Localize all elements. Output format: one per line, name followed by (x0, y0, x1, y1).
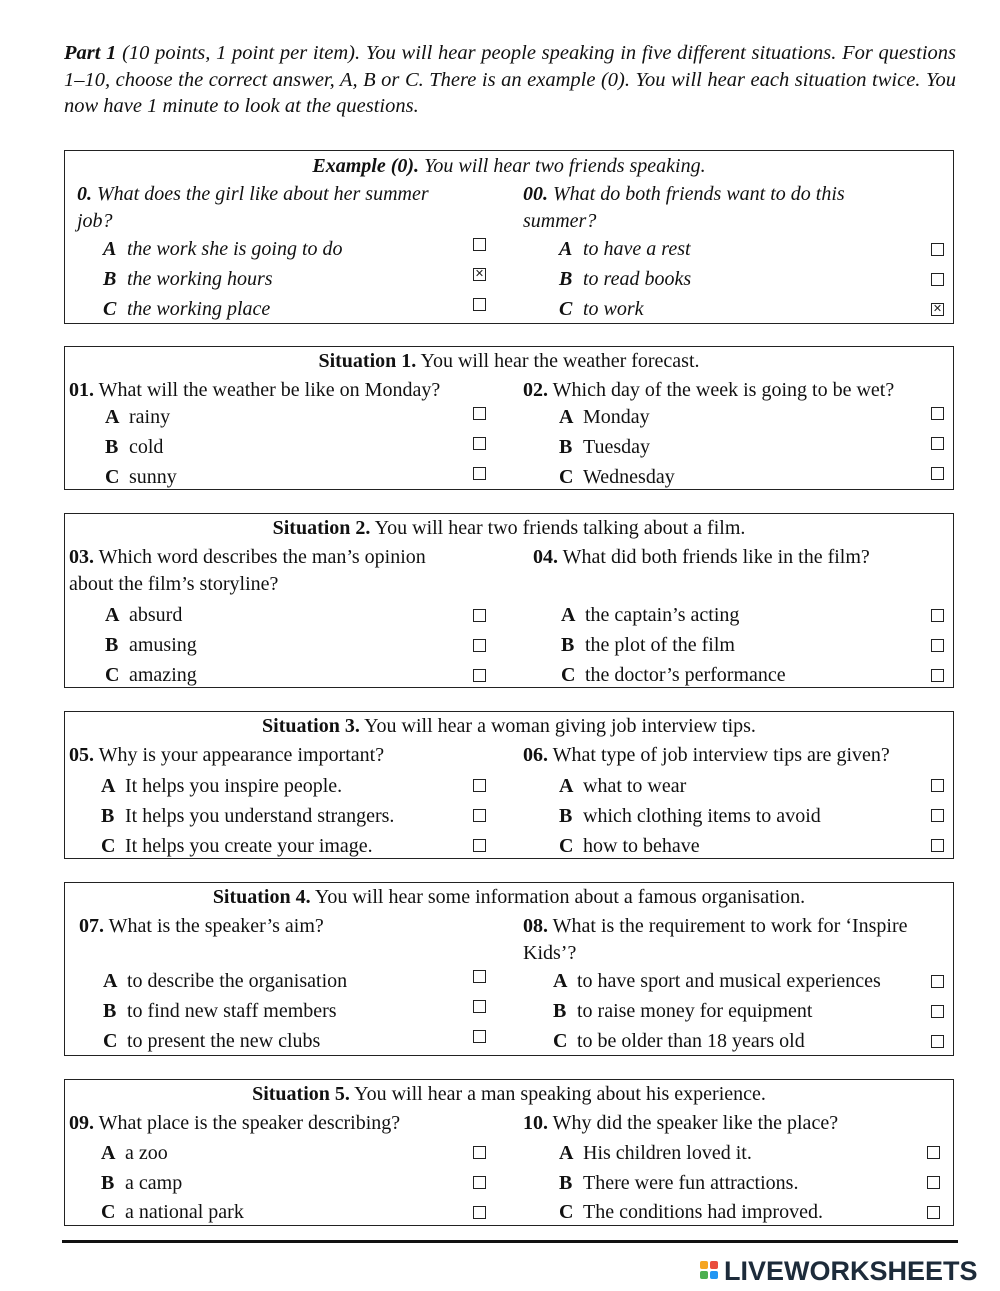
option-04-a: A the captain’s acting (561, 604, 740, 626)
option-03-a: A absurd (105, 604, 183, 626)
checkbox-07-c[interactable] (473, 1030, 486, 1043)
liveworksheets-logo-icon (700, 1259, 720, 1283)
checkbox-0-a[interactable] (473, 238, 486, 251)
option-01-b: B cold (105, 436, 164, 458)
option-05-c: C It helps you create your image. (101, 835, 373, 857)
question-03: 03. Which word describes the man’s opinion about the film’s storyline? (69, 546, 426, 595)
checkbox-08-a[interactable] (931, 975, 944, 988)
liveworksheets-brand[interactable] (700, 1256, 978, 1286)
option-05-a: A It helps you inspire people. (101, 775, 343, 797)
checkbox-03-c[interactable] (473, 669, 486, 682)
checkbox-04-b[interactable] (931, 639, 944, 652)
example-box (64, 150, 954, 324)
question-09: 09. What place is the speaker describing? (69, 1112, 401, 1134)
question-04: 04. What did both friends like in the film? (533, 546, 870, 568)
instructions (64, 40, 956, 120)
option-04-c: C the doctor’s performance (561, 664, 786, 686)
option-04-b: B the plot of the film (561, 634, 735, 656)
question-08: 08. What is the requirement to work for ‘Inspire Kids’? (523, 915, 908, 964)
option-00-a: A to have a rest (559, 238, 691, 260)
checkbox-08-c[interactable] (931, 1035, 944, 1048)
option-02-a: A Monday (559, 406, 650, 428)
checkbox-02-a[interactable] (931, 407, 944, 420)
option-09-b: B a camp (101, 1172, 183, 1194)
option-07-c: C to present the new clubs (103, 1030, 321, 1052)
checkbox-07-b[interactable] (473, 1000, 486, 1013)
instructions-text: (10 points, 1 point per item). You will hear people speaking in five different situations. For questions 1–10, choose the correct answer, A, B or C. There is an example (0). You will hear each situation twice. You now have 1 minute to look at the questions. (64, 42, 956, 117)
option-08-a: A to have sport and musical experiences (553, 970, 881, 992)
checkbox-06-a[interactable] (931, 779, 944, 792)
checkbox-0-b[interactable]: ✕ (474, 267, 485, 280)
question-01: 01. What will the weather be like on Monday? (69, 379, 441, 401)
brand-name: LIVEWORKSHEETS (724, 1255, 978, 1286)
option-00-b: B to read books (559, 268, 692, 290)
checkbox-08-b[interactable] (931, 1005, 944, 1018)
option-07-b: B to find new staff members (103, 1000, 337, 1022)
situation-4-title: Situation 4. You will hear some information about a famous organisation. (212, 886, 806, 908)
checkbox-00-c[interactable]: ✕ (932, 302, 943, 315)
checkbox-05-a[interactable] (473, 779, 486, 792)
option-10-a: A His children loved it. (559, 1142, 752, 1164)
checkbox-09-a[interactable] (473, 1146, 486, 1159)
part-label: Part 1 (64, 42, 117, 64)
checkbox-05-b[interactable] (473, 809, 486, 822)
example-title: Example (0). You will hear two friends speaking. (312, 155, 706, 177)
option-06-a: A what to wear (559, 775, 687, 797)
situation-1-title: Situation 1. You will hear the weather forecast. (318, 350, 700, 372)
checkbox-10-a[interactable] (927, 1146, 940, 1159)
option-05-b: B It helps you understand strangers. (101, 805, 395, 827)
checkbox-02-b[interactable] (931, 437, 944, 450)
option-03-c: C amazing (105, 664, 197, 686)
option-06-b: B which clothing items to avoid (559, 805, 821, 827)
question-07: 07. What is the speaker’s aim? (79, 915, 324, 937)
checkbox-09-c[interactable] (473, 1206, 486, 1219)
question-00: 00. What do both friends want to do this summer? (523, 183, 845, 232)
situation-2-title: Situation 2. You will hear two friends talking about a film. (272, 517, 746, 539)
situation-3-title: Situation 3. You will hear a woman giving job interview tips. (262, 715, 756, 737)
situation-3-box (64, 711, 954, 859)
option-10-c: C The conditions had improved. (559, 1201, 823, 1223)
option-01-a: A rainy (105, 406, 171, 428)
checkbox-0-c[interactable] (473, 298, 486, 311)
question-02: 02. Which day of the week is going to be wet? (523, 379, 895, 401)
bottom-rule (62, 1240, 958, 1243)
question-05: 05. Why is your appearance important? (69, 744, 385, 766)
question-10: 10. Why did the speaker like the place? (523, 1112, 839, 1134)
option-06-c: C how to behave (559, 835, 700, 857)
checkbox-06-c[interactable] (931, 839, 944, 852)
checkbox-05-c[interactable] (473, 839, 486, 852)
option-09-c: C a national park (101, 1201, 244, 1223)
checkbox-00-a[interactable] (931, 243, 944, 256)
option-03-b: B amusing (105, 634, 197, 656)
situation-4-box (64, 882, 954, 1056)
checkbox-02-c[interactable] (931, 467, 944, 480)
checkbox-03-b[interactable] (473, 639, 486, 652)
option-07-a: A to describe the organisation (103, 970, 348, 992)
option-0-c: C the working place (103, 298, 271, 320)
checkbox-01-b[interactable] (473, 437, 486, 450)
checkbox-07-a[interactable] (473, 970, 486, 983)
situation-5-box (64, 1079, 954, 1226)
checkbox-03-a[interactable] (473, 609, 486, 622)
option-02-c: C Wednesday (559, 466, 675, 488)
checkbox-10-c[interactable] (927, 1206, 940, 1219)
situation-5-title: Situation 5. You will hear a man speaking about his experience. (252, 1083, 766, 1105)
option-0-a: A the work she is going to do (103, 238, 343, 260)
checkbox-09-b[interactable] (473, 1176, 486, 1189)
option-02-b: B Tuesday (559, 436, 651, 458)
checkbox-06-b[interactable] (931, 809, 944, 822)
checkbox-01-c[interactable] (473, 467, 486, 480)
option-00-c: C to work (559, 298, 644, 320)
option-01-c: C sunny (105, 466, 177, 488)
option-08-b: B to raise money for equipment (553, 1000, 813, 1022)
situation-1-box (64, 346, 954, 490)
question-0: 0. What does the girl like about her summer job? (77, 183, 429, 232)
checkbox-00-b[interactable] (931, 273, 944, 286)
checkbox-04-a[interactable] (931, 609, 944, 622)
option-09-a: A a zoo (101, 1142, 168, 1164)
option-08-c: C to be older than 18 years old (553, 1030, 805, 1052)
situation-2-box (64, 513, 954, 688)
option-0-b: B the working hours (103, 268, 273, 290)
checkbox-10-b[interactable] (927, 1176, 940, 1189)
question-06: 06. What type of job interview tips are given? (523, 744, 890, 766)
option-10-b: B There were fun attractions. (559, 1172, 799, 1194)
checkbox-01-a[interactable] (473, 407, 486, 420)
checkbox-04-c[interactable] (931, 669, 944, 682)
